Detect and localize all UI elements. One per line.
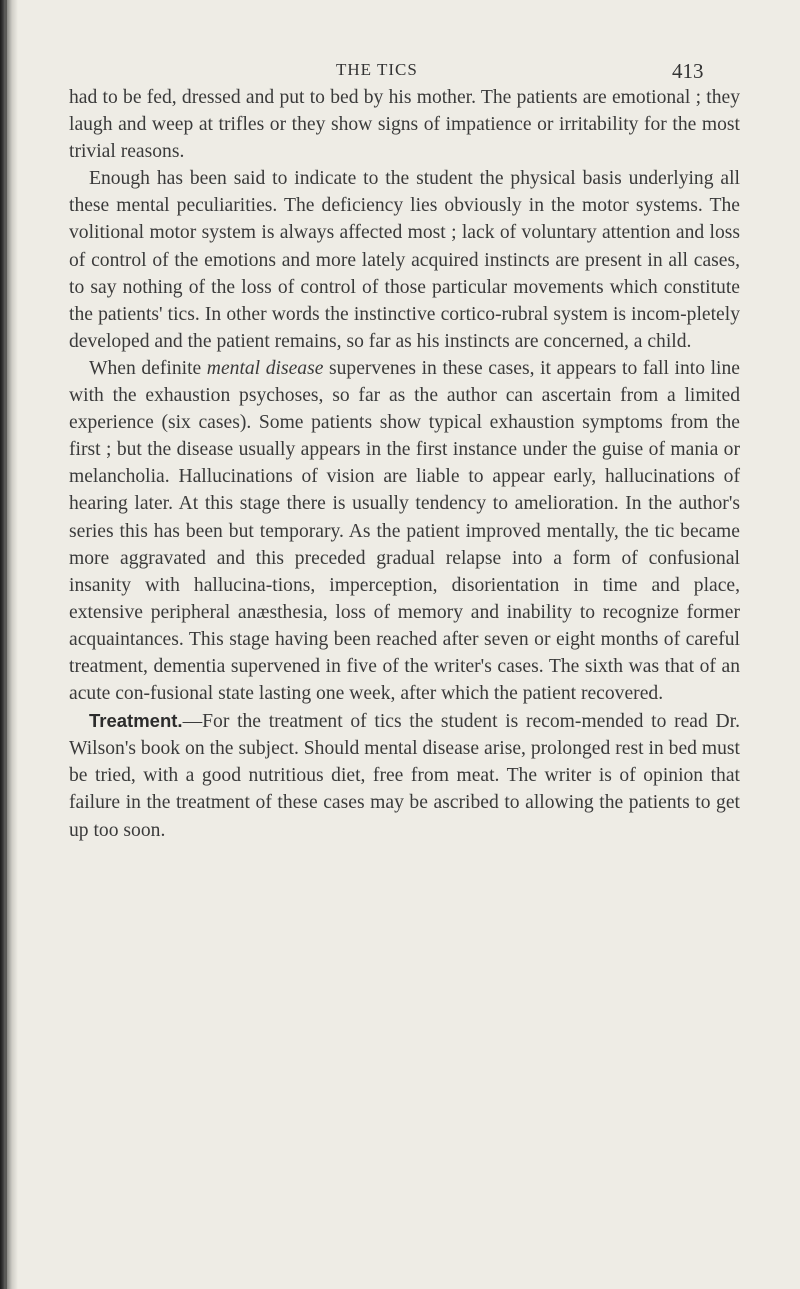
paragraph-text-before: When definite — [89, 357, 207, 379]
paragraph-treatment — [69, 707, 740, 843]
spine-shadow — [0, 0, 18, 1289]
paragraph-text-after: supervenes in these cases, it appears to fall into line with the exhaustion psychoses, so far as the author can ascertain from a limited experience (six cases). Some patients show typical exhaustion symptoms from the first ; but the disease usually appears in the first instance under the guise of mania or melancholia. Hallucinations of vision are liable to appear early, hallucinations of hearing later. At this stage there is usually tendency to amelioration. In the author's series this has been but temporary. As the patient improved mentally, the tic became more aggravated and this preceded gradual relapse into a form of confusional insanity with hallucina-tions, imperception, disorientation in time and place, extensive peripheral anæsthesia, loss of memory and inability to recognize former acquaintances. This stage having been reached after seven or eight months of careful treatment, dementia supervened in five of the writer's cases. The sixth was that of an acute con-fusional state lasting one week, after which the patient recovered. — [69, 357, 740, 705]
spine-edge — [5, 0, 7, 1289]
paragraph-continuation — [69, 84, 740, 165]
body-text — [69, 84, 740, 844]
paragraph-text: Enough has been said to indicate to the student the physical basis underlying all these mental peculiarities. The deficiency lies obviously in the motor systems. The volitional motor system is always affected most ; lack of voluntary attention and loss of control of the emotions and more lately acquired instincts are present in all cases, to say nothing of the loss of control of those particular movements which constitute the patients' tics. In other words the instinctive cortico-rubral system is incom-pletely developed and the patient remains, so far as his instincts are concerned, a child. — [69, 168, 740, 352]
paragraph-physical-basis — [69, 165, 740, 355]
page-number: 413 — [672, 59, 704, 83]
emphasis-mental-disease: mental disease — [206, 357, 324, 379]
treatment-heading: Treatment. — [89, 710, 183, 732]
running-title: THE TICS — [336, 60, 418, 79]
paragraph-text: had to be fed, dressed and put to bed by his mother. The patients are emotional ; they laugh and weep at trifles or they show signs of impatience or irritability for the most trivial reasons. — [69, 87, 740, 163]
paragraph-text: —For the treatment of tics the student is recom-mended to read Dr. Wilson's book on the subject. Should mental disease arise, prolonged rest in bed must be tried, with a good nutritious diet, free from meat. The writer is of opinion that failure in the treatment of these cases may be ascribed to allowing the patients to get up too soon. — [69, 711, 740, 841]
paragraph-mental-disease — [69, 355, 740, 707]
